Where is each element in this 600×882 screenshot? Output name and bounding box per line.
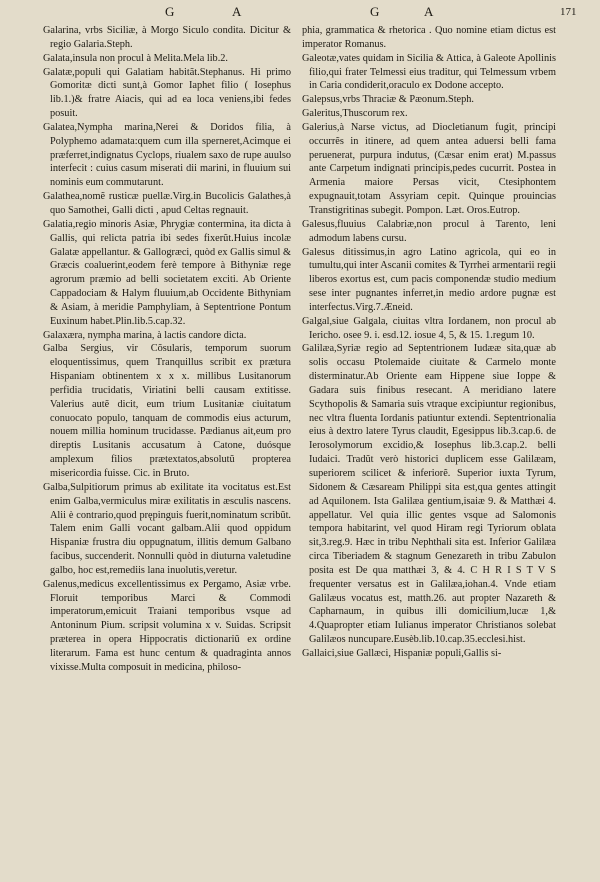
- entry-galatea: Galatea,Nympha marina,Nerei & Doridos filia, à Polyphemo adamata:quem cum illa sperneret,Acimque ei præferret,indignatus Cyclops, riualem saxo de rupe auulso interfecit : cuius casum miserati dii marini, in fluuium sui nominis eum commutarunt.: [43, 121, 291, 189]
- entry-gallaici: Gallaici,siue Gallæci, Hispaniæ populi,Gallis si-: [302, 647, 502, 659]
- entry-galeotae: Galeotæ,vates quidam in Sicilia & Attica, à Galeote Apollinis filio,qui frater Telmessi eius traditur, qui Telmessum vrbem in Caria condiderit,oraculo ex Dodone accepto.: [302, 52, 556, 92]
- page-number: 171: [560, 6, 577, 18]
- entry-galilaea: Galilæa,Syriæ regio ad Septentrionem Iudææ sita,quæ ab solis occasu Ptolemaide ciuitate & Carmelo monte disterminatur.Ab Oriente eam Hippene siue Ioppe & Gadara suis finibus resecant. A meridiano latere Scythopolis & Samaria suis vtraque excipiuntur regionibus, nec vltra fluenta Iordanis patiuntur extendi. Septentrionalia eius à dextro latere Tyrus claudit, Egesippus lib.3.cap.6. de Ierosolymorum excidio,& Iosephus lib.3.cap.2. belli Iudaici. Tradũt verò historici duplicem esse Galilæam, superiorem scilicet & inferiorẽ. Superior iuxta Tyrum, Sidonem & Cæsaream Philippi sita est,qua gentes attingit ad Aquilonem. Ista Galilæa gentium,isaiæ 9. & Matthæi 4. appellatur. Vel quia illic gentes vsque ad Salomonis tempora habitarint, vel quod Hiram regi Tyriorum oblata sit,3.reg.9. Hæc in tribu Nephthali sita est. Inferior Galilæa circa Tiberiadem & stagnum Genezareth in tribu Zabulon posita est De qua matthæi 3, & 4. C H R I S T V S frequenter versatus est in Galilæa,iohan.4. Vnde etiam Galilæus vocatus est, matth.26. aut propter Nazareth & Capharnaum, in quibus illi domicilium,lucæ 1,& 4.Quapropter etiam Iulianus imperator Christianos solebat Galilæos nuncupare.Eusèb.lib.10.cap.35.ecclesi.hist.: [302, 343, 556, 646]
- entry-galenus: Galenus,medicus excellentissimus ex Pergamo, Asiæ vrbe. Floruit temporibus Marci & Commodi imperatorum,emicuit Traiani temporibus vsque ad Antoninum Pium. scripsit volumina x v. Suidas. Scripsit præterea in opera Hippocratis dictionariũ ex ordine literarum. Fama est hunc centum & quadraginta annos vixisse.Multa composuit in medicina, philoso-: [43, 578, 291, 673]
- entry-continuation: phia, grammatica & rhetorica . Quo nomine etiam dictus est imperator Romanus.: [302, 25, 556, 50]
- header-letter-left-1: G: [165, 4, 177, 19]
- entry-galba-sergius: Galba Sergius, vir Cõsularis, temporum suorum eloquentissimus, quem Tranquillus scribit ex prætura Hispaniam obtinentem x x x. millibus Lusitanorum perfidia trucidatis, Viriatini belli causam extitisse. Valerius autẽ dicit, eum trium Lusitaniæ ciuitatum conuocato populo, tanquam de commodis eius acturum, nouem millia hominum trucidasse. Pædianus ait,eum pro direptis Lusitanis accusatum à Catone, duósque amplexum filios prætextatos,absolutũ propterea misericordia fuisse. Cic. in Bruto.: [43, 343, 291, 479]
- header-letter-right-1: G: [370, 4, 382, 19]
- header-letter-right-2: A: [424, 4, 436, 19]
- running-header: [0, 4, 600, 24]
- entry-galathea: Galathea,nomẽ rusticæ puellæ.Virg.in Bucolicis Galathes,à quo Samothei, Galli dicti , apud Celtas regnauit.: [43, 191, 291, 216]
- entry-galeritus: Galeritus,Thuscorum rex.: [302, 108, 408, 120]
- entry-galesus-fluuius: Galesus,fluuius Calabriæ,non procul à Tarento, leni admodum labens cursu.: [302, 218, 556, 244]
- entry-galatae: Galatæ,populi qui Galatiam habitãt.Stephanus. Hi primo Gomoritæ dicti sunt,à Gomor Iaphet filio ( Iosephus lib.1.)& fratre Aiacis, qui ad ea loca veniens,ibi fedes posuit.: [43, 66, 291, 120]
- entry-galba-sulpitiorum: Galba,Sulpitiorum primus ab exilitate ita vocitatus est.Est enim Galba,vermiculus miræ exilitatis in æsculis nascens. Alii è contrario,quod prępinguis fuerit,nominatum scribũt. Talem enim Galli vocant galbam.Alii quod oppidum Hispaniæ frustra diu oppugnatum, illitis demum Galbano facibus, succenderit. Nonnulli quòd in diuturna valetudine galbo, hoc est,remediis lana inuolutis,veretur.: [43, 481, 291, 576]
- entry-galerius: Galerius,à Narse victus, ad Diocletianum fugit, principi occurrẽs in itinere, ad quem antea aduersi belli fama peruenerat, purpura indutus, (Cæsar enim erat) M.passus ante Carpetum indignati principis,pedes cucurrit. Postea in Armenia maiore Persas vicit, Ctesiphontem expugnauit,totam Assyriam cepit. Quinque prouincias Transtigritinas subegit. Pompon. Læt. Oros.Eutrop.: [302, 121, 556, 216]
- entry-galata: Galata,insula non procul à Melita.Mela lib.2.: [43, 52, 229, 64]
- entry-galgal: Galgal,siue Galgala, ciuitas vltra Iordanem, non procul ab Iericho. osee 9. i. esd.12. iosue 4, 5, & 15. 1.regum 10.: [302, 315, 556, 341]
- entry-galarina: Galarina, vrbs Siciliæ, à Morgo Siculo condita. Dicitur & regio Galaria.Steph.: [43, 25, 291, 50]
- entry-galatia: Galatia,regio minoris Asiæ, Phrygiæ contermina, ita dicta à Gallis, qui relicta patria ibi sedes fixerũt.Huius incolæ Galatæ appellantur. & Gallogræci, quòd ex Gallis simul & Græcis coaluerint,eodem ferè tempore à Bithyniæ rege agrorum præmio ad belli societatem exciti. Ab Oriente Cappadociam & Halym fluuium,ab Occidente Bithyniam & Asiam, à meridie Pamphyliam, à Septentrione Pontum Euxinum habet.Plin.lib.5.cap.32.: [43, 218, 291, 327]
- right-column: [302, 24, 556, 661]
- entry-galesus-agricola: Galesus ditissimus,in agro Latino agricola, qui eo in tumultu,qui inter Ascanii comites & Tyrrhei armentarii regii liberos exortus est, cum pacis componendæ studio medium sese inter pugnantes inferret,in medio ardore pugnæ est interfectus.Virg.7.Æneid.: [302, 246, 556, 313]
- entry-galepsus: Galepsus,vrbs Thraciæ & Pæonum.Steph.: [302, 94, 474, 106]
- header-letter-left-2: A: [232, 4, 244, 19]
- entry-galaxaera: Galaxæra, nympha marina, à lactis candore dicta.: [43, 329, 247, 341]
- left-column: [43, 24, 291, 675]
